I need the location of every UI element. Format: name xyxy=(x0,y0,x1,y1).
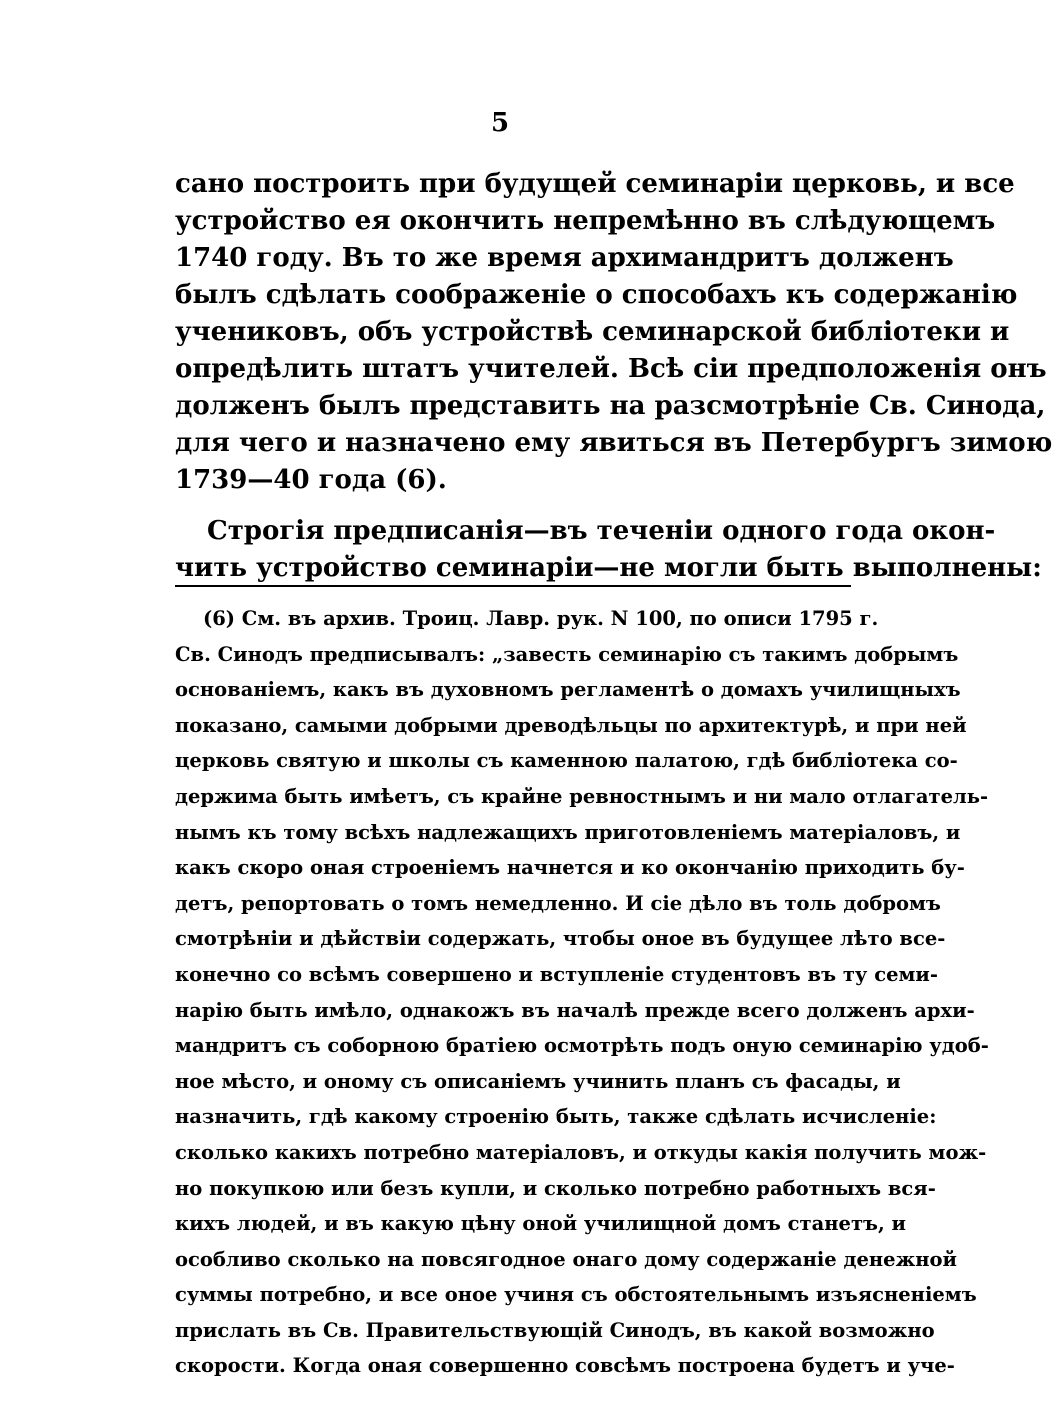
footnote-line: показано, самыми добрыми древодѣльцы по архитектурѣ, и при ней xyxy=(175,713,967,737)
footnote-line: суммы потребно, и все оное учиня съ обстоятельнымъ изъясненіемъ xyxy=(175,1283,977,1307)
main-text-line: былъ сдѣлать соображеніе о способахъ къ содержанію xyxy=(175,280,1018,310)
footnote-line: церковь святую и школы съ каменною палатою, гдѣ библіотека со- xyxy=(175,749,958,773)
main-text-line: чить устройство семинаріи—не могли быть выполнены: xyxy=(175,553,1042,583)
main-text-line: устройство ея окончить непремѣнно въ слѣдующемъ xyxy=(175,206,996,236)
footnote-divider xyxy=(175,585,851,587)
footnote-line: прислать въ Св. Правительствующій Синодъ, въ какой возможно xyxy=(175,1318,935,1342)
main-text-line: сано построить при будущей семинаріи церковь, и все xyxy=(175,169,1015,199)
footnote-line: сколько какихъ потребно матеріаловъ, и откуды какія получить мож- xyxy=(175,1140,987,1164)
main-text-line: 1740 году. Въ то же время архимандритъ долженъ xyxy=(175,243,954,273)
page-number: 5 xyxy=(490,108,510,138)
footnote-line: мандритъ съ соборною братіею осмотрѣть подъ оную семинарію удоб- xyxy=(175,1034,989,1058)
footnote-line: Св. Синодъ предписывалъ: „завесть семинарію съ такимъ добрымъ xyxy=(175,642,959,666)
footnote-line: нарію быть имѣло, однакожъ въ началѣ прежде всего долженъ архи- xyxy=(175,998,975,1022)
main-text-line: учениковъ, объ устройствѣ семинарской библіотеки и xyxy=(175,317,1010,347)
main-text-line: долженъ былъ представить на разсмотрѣніе Св. Синода, xyxy=(175,391,1046,421)
paragraph-gap xyxy=(175,499,858,513)
footnote xyxy=(175,601,989,1384)
footnote-line: кихъ людей, и въ какую цѣну оной училищной домъ станетъ, и xyxy=(175,1212,907,1236)
footnote-line: (6) См. въ архив. Троиц. Лавр. рук. N 100, по описи 1795 г. xyxy=(203,607,879,630)
footnote-line: основаніемъ, какъ въ духовномъ регламентѣ о домахъ училищныхъ xyxy=(175,678,961,702)
footnote-line: смотрѣніи и дѣйствіи содержать, чтобы оное въ будущее лѣто все- xyxy=(175,927,946,951)
footnote-line: конечно со всѣмъ совершено и вступленіе студентовъ въ ту семи- xyxy=(175,962,938,986)
footnote-line: особливо сколько на повсягодное онаго дому содержаніе денежной xyxy=(175,1247,958,1271)
main-text-line: опредѣлить штатъ учителей. Всѣ сіи предположенія онъ xyxy=(175,354,1047,384)
footnote-line: какъ скоро оная строеніемъ начнется и ко окончанію приходить бу- xyxy=(175,856,965,880)
main-text xyxy=(175,166,1052,587)
footnote-line: держима быть имѣетъ, съ крайне ревностнымъ и ни мало отлагатель- xyxy=(175,784,989,808)
footnote-line: но покупкою или безъ купли, и сколько потребно работныхъ вся- xyxy=(175,1176,936,1200)
footnote-line: ное мѣсто, и оному съ описаніемъ учинить планъ съ фасады, и xyxy=(175,1069,901,1093)
footnote-line: нымъ къ тому всѣхъ надлежащихъ приготовленіемъ матеріаловъ, и xyxy=(175,820,961,844)
footnote-line: детъ, репортовать о томъ немедленно. И сіе дѣло въ толь добромъ xyxy=(175,891,941,915)
footnote-line: скорости. Когда оная совершенно совсѣмъ построена будетъ и уче- xyxy=(175,1354,955,1378)
main-text-line: для чего и назначено ему явиться въ Петербургъ зимою xyxy=(175,428,1052,458)
footnote-line: назначить, гдѣ какому строенію быть, также сдѣлать исчисленіе: xyxy=(175,1105,937,1129)
main-text-line: 1739—40 года (6). xyxy=(175,465,447,495)
main-text-line: Строгія предписанія—въ теченіи одного года окон- xyxy=(207,516,996,546)
